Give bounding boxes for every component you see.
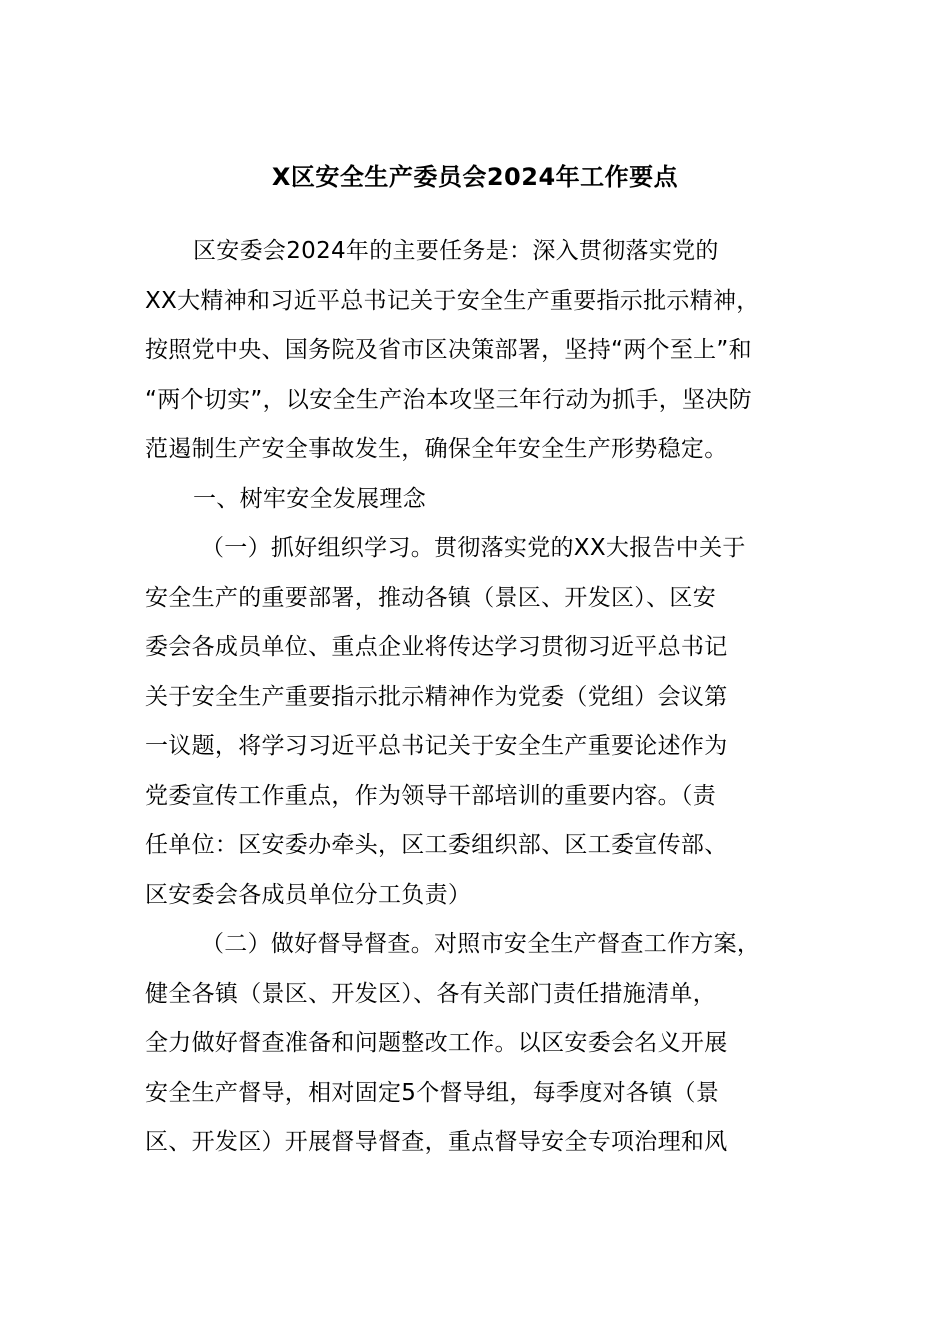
- subsection-2-line: 安全生产督导，相对固定5个督导组，每季度对各镇（景: [145, 1079, 720, 1106]
- subsection-1-line: 任单位：区安委办牵头，区工委组织部、区工委宣传部、: [145, 832, 728, 858]
- subsection-2-line: 健全各镇（景区、开发区）、各有关部门责任措施清单，: [145, 980, 716, 1007]
- paragraph-intro-line: “两个切实”，以安全生产治本攻坚三年行动为抓手，坚决防: [145, 386, 752, 413]
- section-heading-1: 一、树牢安全发展理念: [193, 485, 426, 512]
- subsection-1-line: 关于安全生产重要指示批示精神作为党委（党组）会议第: [145, 683, 728, 710]
- document-body: [145, 227, 810, 1168]
- subsection-1-line: 区安委会各成员单位分工负责）: [145, 881, 472, 908]
- subsection-1-line: 党委宣传工作重点，作为领导干部培训的重要内容。（责: [145, 782, 716, 809]
- paragraph-intro-line: XX大精神和习近平总书记关于安全生产重要指示批示精神，: [145, 287, 760, 314]
- document-title: X区安全生产委员会2024年工作要点: [271, 163, 679, 191]
- subsection-2-line: 区、开发区）开展督导督查，重点督导安全专项治理和风: [145, 1129, 728, 1155]
- subsection-1-line: （一）抓好组织学习。贯彻落实党的XX大报告中关于: [201, 535, 746, 561]
- paragraph-intro-line: 范遏制生产安全事故发生，确保全年安全生产形势稳定。: [145, 436, 728, 462]
- subsection-2-line: 全力做好督查准备和问题整改工作。以区安委会名义开展: [145, 1030, 728, 1056]
- subsection-2-line: （二）做好督导督查。对照市安全生产督查工作方案，: [201, 931, 761, 957]
- subsection-1-line: 安全生产的重要部署，推动各镇（景区、开发区）、区安: [145, 584, 716, 611]
- subsection-1-line: 一议题，将学习习近平总书记关于安全生产重要论述作为: [145, 733, 728, 759]
- paragraph-intro-line: 按照党中央、国务院及省市区决策部署，坚持“两个至上”和: [145, 337, 752, 363]
- paragraph-intro-line: 区安委会2024年的主要任务是：深入贯彻落实党的: [193, 238, 719, 264]
- subsection-1-line: 委会各成员单位、重点企业将传达学习贯彻习近平总书记: [145, 634, 728, 660]
